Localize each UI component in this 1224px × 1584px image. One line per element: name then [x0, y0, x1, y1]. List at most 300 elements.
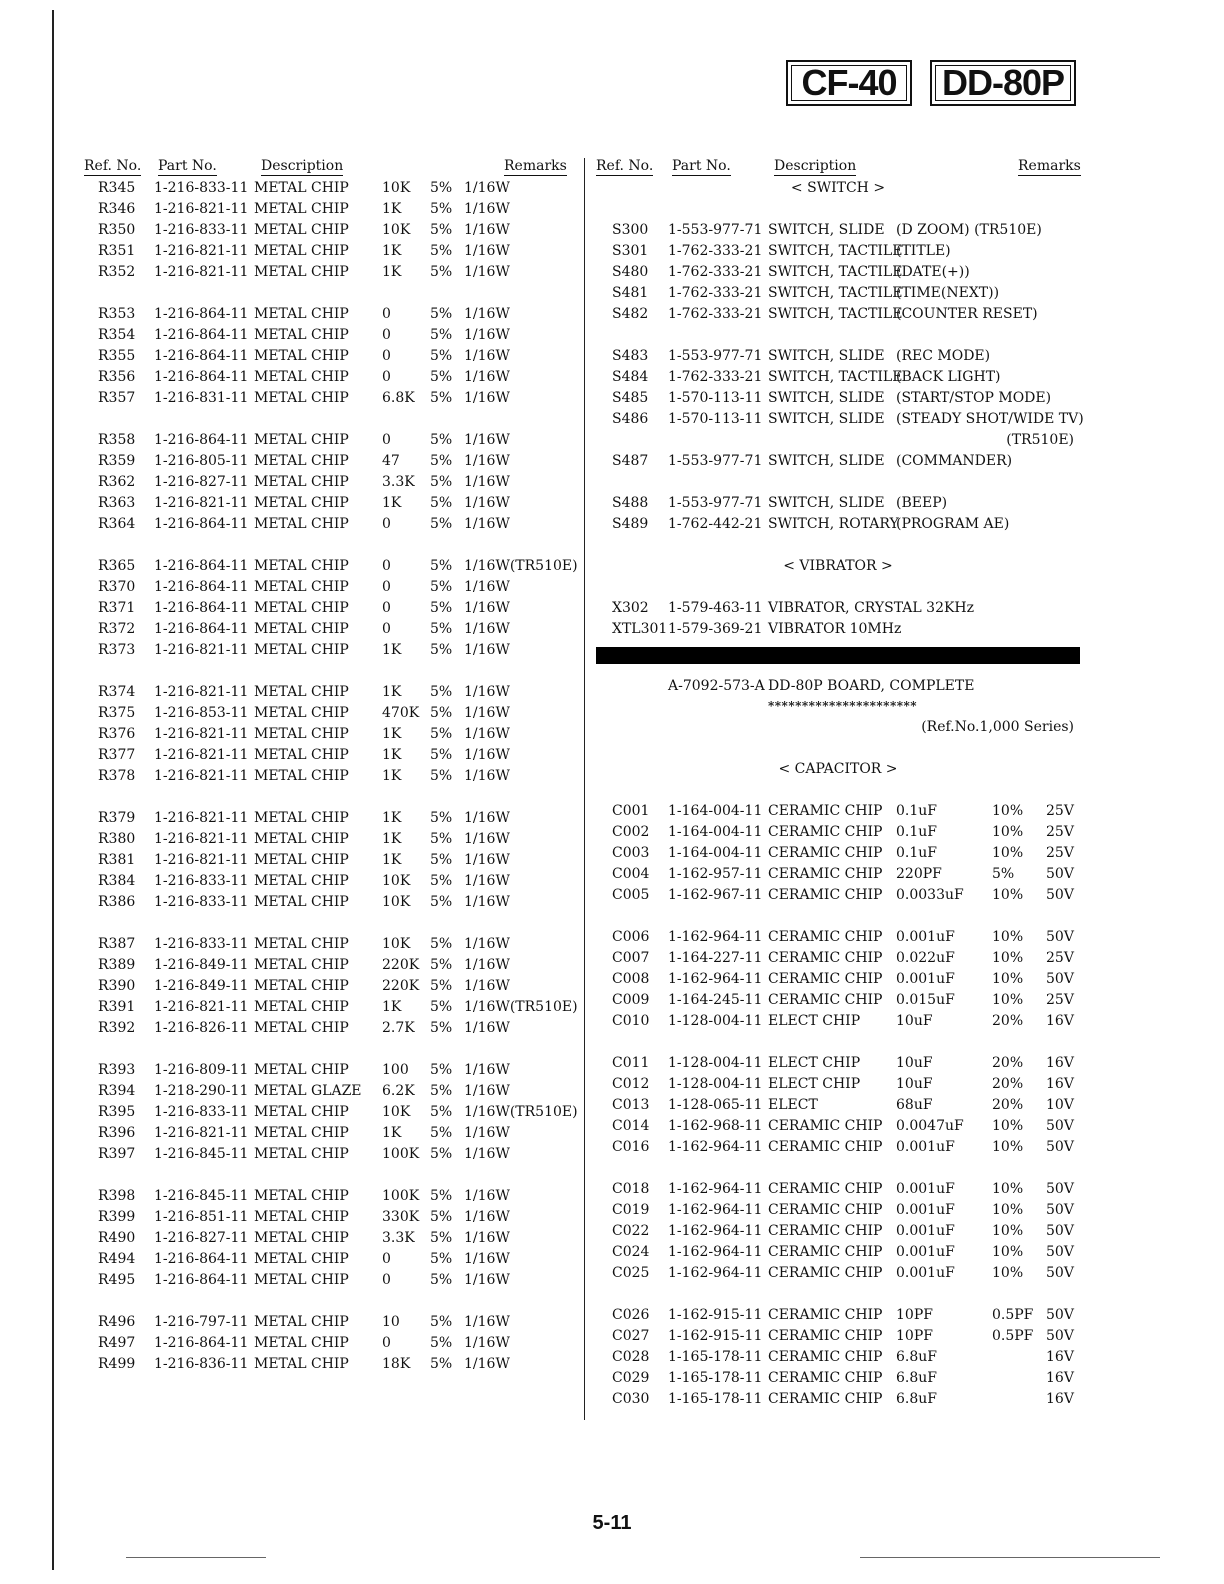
- remark: (COMMANDER): [896, 453, 1013, 469]
- value: 1K: [382, 768, 402, 784]
- capacitor-row: [596, 845, 1080, 866]
- description: METAL CHIP: [254, 1335, 349, 1351]
- ref-no: R355: [98, 348, 136, 364]
- value: 0.022uF: [896, 950, 955, 966]
- capacitor-row: [596, 1349, 1080, 1370]
- part-no: 1-216-821-11: [154, 726, 249, 742]
- capacitor-row: [596, 1139, 1080, 1160]
- value: 2.7K: [382, 1020, 415, 1036]
- description: METAL CHIP: [254, 936, 349, 952]
- rating: 50V: [1046, 929, 1074, 945]
- value: 0: [382, 432, 391, 448]
- part-no: 1-216-864-11: [154, 369, 249, 385]
- value: 1K: [382, 999, 402, 1015]
- rating: 1/16W: [464, 474, 510, 490]
- part-no: 1-165-178-11: [668, 1349, 763, 1365]
- tolerance: 20%: [992, 1013, 1024, 1029]
- value: 0.001uF: [896, 1139, 955, 1155]
- description: SWITCH, TACTILE: [768, 306, 903, 322]
- description: METAL CHIP: [254, 831, 349, 847]
- description: ELECT CHIP: [768, 1055, 861, 1071]
- value: 10uF: [896, 1076, 933, 1092]
- resistor-row: [84, 390, 564, 411]
- ref-no: C022: [612, 1223, 650, 1239]
- ref-no: S485: [612, 390, 649, 406]
- value: 3.3K: [382, 1230, 415, 1246]
- description: METAL CHIP: [254, 390, 349, 406]
- description: METAL CHIP: [254, 621, 349, 637]
- rating: 1/16W: [464, 348, 510, 364]
- description: METAL CHIP: [254, 705, 349, 721]
- value: 0: [382, 1251, 391, 1267]
- rating: 1/16W: [464, 390, 510, 406]
- resistor-row: [84, 264, 564, 285]
- capacitor-row: [596, 1118, 1080, 1139]
- tolerance: 20%: [992, 1097, 1024, 1113]
- rating: 1/16W: [464, 852, 510, 868]
- value: 100K: [382, 1188, 420, 1204]
- part-no: 1-216-864-11: [154, 516, 249, 532]
- resistor-row: [84, 1314, 564, 1335]
- rating: 25V: [1046, 824, 1074, 840]
- value: 10uF: [896, 1013, 933, 1029]
- resistor-row: [84, 1083, 564, 1104]
- ref-no: R358: [98, 432, 136, 448]
- resistor-row: [84, 894, 564, 915]
- remark: (REC MODE): [896, 348, 991, 364]
- description: METAL CHIP: [254, 1356, 349, 1372]
- ref-no: R381: [98, 852, 136, 868]
- value: 10K: [382, 873, 411, 889]
- value: 220PF: [896, 866, 942, 882]
- part-no: 1-162-964-11: [668, 1181, 763, 1197]
- part-no: 1-162-957-11: [668, 866, 763, 882]
- rating: 50V: [1046, 1328, 1074, 1344]
- description: METAL CHIP: [254, 474, 349, 490]
- value: 0.1uF: [896, 824, 937, 840]
- tolerance: 5%: [430, 1188, 453, 1204]
- remarks-header: Remarks: [504, 158, 567, 174]
- description: CERAMIC CHIP: [768, 971, 883, 987]
- part-no: 1-162-964-11: [668, 1202, 763, 1218]
- ref-no: R495: [98, 1272, 136, 1288]
- value: 1K: [382, 726, 402, 742]
- rating: 16V: [1046, 1391, 1074, 1407]
- part-no: 1-216-821-11: [154, 768, 249, 784]
- ref-no: C011: [612, 1055, 650, 1071]
- description: METAL CHIP: [254, 243, 349, 259]
- value: 0.001uF: [896, 1223, 955, 1239]
- resistor-row: [84, 348, 564, 369]
- part-no: 1-216-821-11: [154, 684, 249, 700]
- description: METAL GLAZE: [254, 1083, 362, 1099]
- ref-no: R356: [98, 369, 136, 385]
- tolerance: 5%: [430, 1209, 453, 1225]
- tolerance: 5%: [430, 600, 453, 616]
- part-no: 1-216-809-11: [154, 1062, 249, 1078]
- value: 0.001uF: [896, 1202, 955, 1218]
- tolerance: 10%: [992, 1265, 1024, 1281]
- tolerance: 5%: [430, 621, 453, 637]
- part-no: 1-216-836-11: [154, 1356, 249, 1372]
- ref-no: R497: [98, 1335, 136, 1351]
- rating: 1/16W: [464, 1125, 510, 1141]
- tolerance: 10%: [992, 1118, 1024, 1134]
- value: 0: [382, 600, 391, 616]
- part-no: 1-216-833-11: [154, 180, 249, 196]
- description: SWITCH, TACTILE: [768, 285, 903, 301]
- description: CERAMIC CHIP: [768, 866, 883, 882]
- description: METAL CHIP: [254, 495, 349, 511]
- ref-no: C014: [612, 1118, 650, 1134]
- capacitor-row: [596, 824, 1080, 845]
- rating: 1/16W: [464, 747, 510, 763]
- resistor-row: [84, 684, 564, 705]
- part-no: 1-165-178-11: [668, 1370, 763, 1386]
- resistor-row: [84, 957, 564, 978]
- left-column-header: [84, 158, 567, 180]
- resistor-row: [84, 1188, 564, 1209]
- tolerance: 5%: [430, 264, 453, 280]
- description: METAL CHIP: [254, 684, 349, 700]
- ref-no: S486: [612, 411, 649, 427]
- value: 0: [382, 516, 391, 532]
- rating: 1/16W: [464, 831, 510, 847]
- value: 0.015uF: [896, 992, 955, 1008]
- ref-no: C013: [612, 1097, 650, 1113]
- footer-rule-left: [126, 1557, 266, 1558]
- part-no: 1-553-977-71: [668, 495, 763, 511]
- capacitor-row: [596, 1307, 1080, 1328]
- value: 0.001uF: [896, 971, 955, 987]
- value: 330K: [382, 1209, 420, 1225]
- capacitor-row: [596, 1328, 1080, 1349]
- description: CERAMIC CHIP: [768, 1223, 883, 1239]
- rating: 1/16W: [464, 810, 510, 826]
- resistor-row: [84, 453, 564, 474]
- part-no: 1-570-113-11: [668, 390, 763, 406]
- tolerance: 0.5PF: [992, 1328, 1034, 1344]
- description: METAL CHIP: [254, 873, 349, 889]
- switch-row: [596, 243, 1080, 264]
- tolerance: 5%: [430, 1146, 453, 1162]
- description: METAL CHIP: [254, 852, 349, 868]
- resistor-row: [84, 1020, 564, 1041]
- tolerance: 10%: [992, 824, 1024, 840]
- tolerance: 20%: [992, 1055, 1024, 1071]
- rating: 1/16W: [464, 264, 510, 280]
- part-no: 1-216-864-11: [154, 558, 249, 574]
- capacitor-row: [596, 866, 1080, 887]
- description: SWITCH, SLIDE: [768, 222, 885, 238]
- switch-list-2: [596, 495, 1080, 537]
- ref-no: C008: [612, 971, 650, 987]
- value: 0.0047uF: [896, 1118, 964, 1134]
- value: 10K: [382, 1104, 411, 1120]
- tolerance: 5%: [430, 936, 453, 952]
- tolerance: 5%: [430, 810, 453, 826]
- ref-no: C024: [612, 1244, 650, 1260]
- ref-no: S489: [612, 516, 649, 532]
- value: 6.8K: [382, 390, 415, 406]
- left-parts-list: [84, 180, 578, 1377]
- tolerance: 5%: [430, 831, 453, 847]
- description: VIBRATOR 10MHz: [768, 621, 902, 637]
- description: METAL CHIP: [254, 222, 349, 238]
- resistor-row: [84, 369, 564, 390]
- description: CERAMIC CHIP: [768, 1202, 883, 1218]
- switch-row: [596, 306, 1080, 327]
- part-no: 1-216-833-11: [154, 873, 249, 889]
- right-parts-column: [596, 158, 1084, 1412]
- ref-no: C028: [612, 1349, 650, 1365]
- part-no: 1-216-821-11: [154, 999, 249, 1015]
- description: METAL CHIP: [254, 369, 349, 385]
- tolerance: 5%: [430, 1314, 453, 1330]
- switch-list: [596, 222, 1084, 432]
- ref-no-header: Ref. No.: [84, 158, 142, 174]
- part-no: 1-216-821-11: [154, 810, 249, 826]
- part-no: 1-128-065-11: [668, 1097, 763, 1113]
- description: CERAMIC CHIP: [768, 824, 883, 840]
- tolerance: 5%: [430, 1020, 453, 1036]
- ref-no: C019: [612, 1202, 650, 1218]
- rating: 1/16W: [464, 243, 510, 259]
- capacitor-row: [596, 1202, 1080, 1223]
- switch-row-s487: [596, 453, 1080, 474]
- tolerance: 5%: [430, 768, 453, 784]
- model-badge-dd80p: DD-80P: [930, 60, 1076, 106]
- part-no: 1-216-826-11: [154, 1020, 249, 1036]
- part-no: 1-128-004-11: [668, 1013, 763, 1029]
- part-no: 1-165-178-11: [668, 1391, 763, 1407]
- ref-no: R387: [98, 936, 136, 952]
- footer-rule-right: [860, 1557, 1160, 1558]
- tolerance: 5%: [992, 866, 1015, 882]
- ref-no: C006: [612, 929, 650, 945]
- ref-no: C010: [612, 1013, 650, 1029]
- tolerance: 5%: [430, 1230, 453, 1246]
- part-no: 1-216-827-11: [154, 1230, 249, 1246]
- resistor-row: [84, 1209, 564, 1230]
- resistor-row: [84, 999, 578, 1020]
- description: METAL CHIP: [254, 810, 349, 826]
- rating: 50V: [1046, 1244, 1074, 1260]
- part-no: 1-216-821-11: [154, 243, 249, 259]
- remark: (STEADY SHOT/WIDE TV): [896, 411, 1084, 427]
- value: 1K: [382, 642, 402, 658]
- capacitor-row: [596, 1076, 1080, 1097]
- description: SWITCH, SLIDE: [768, 453, 885, 469]
- description: METAL CHIP: [254, 1062, 349, 1078]
- ref-no: S488: [612, 495, 649, 511]
- part-no-header: Part No.: [158, 158, 217, 174]
- resistor-row: [84, 306, 564, 327]
- ref-no: R373: [98, 642, 136, 658]
- tolerance: 10%: [992, 950, 1024, 966]
- resistor-row: [84, 768, 564, 789]
- tolerance: 5%: [430, 894, 453, 910]
- description: METAL CHIP: [254, 1272, 349, 1288]
- rating: 1/16W: [464, 1083, 510, 1099]
- section-separator-bar: [596, 647, 1080, 664]
- ref-no: R346: [98, 201, 136, 217]
- description: METAL CHIP: [254, 453, 349, 469]
- part-no: 1-216-805-11: [154, 453, 249, 469]
- part-no: 1-162-967-11: [668, 887, 763, 903]
- rating: 1/16W: [464, 1209, 510, 1225]
- tolerance: 5%: [430, 390, 453, 406]
- capacitor-row: [596, 1370, 1080, 1391]
- description: CERAMIC CHIP: [768, 950, 883, 966]
- part-no: 1-216-864-11: [154, 327, 249, 343]
- switch-row: [596, 222, 1080, 243]
- resistor-row: [84, 432, 564, 453]
- rating: 50V: [1046, 1307, 1074, 1323]
- rating: 50V: [1046, 1265, 1074, 1281]
- part-no: 1-162-964-11: [668, 1139, 763, 1155]
- description: METAL CHIP: [254, 957, 349, 973]
- rating: 50V: [1046, 866, 1074, 882]
- value: 0: [382, 1272, 391, 1288]
- description: CERAMIC CHIP: [768, 1244, 883, 1260]
- description: METAL CHIP: [254, 432, 349, 448]
- margin-rule: [52, 10, 54, 1570]
- resistor-row: [84, 516, 564, 537]
- ref-no: S300: [612, 222, 649, 238]
- value: 1K: [382, 831, 402, 847]
- resistor-row: [84, 936, 564, 957]
- tolerance: 10%: [992, 992, 1024, 1008]
- description: CERAMIC CHIP: [768, 1181, 883, 1197]
- capacitor-list: [596, 803, 1080, 1412]
- resistor-row: [84, 243, 564, 264]
- tolerance: 5%: [430, 1083, 453, 1099]
- capacitor-row: [596, 803, 1080, 824]
- ref-no: C016: [612, 1139, 650, 1155]
- capacitor-row: [596, 887, 1080, 908]
- switch-row: [596, 495, 1080, 516]
- rating: 16V: [1046, 1055, 1074, 1071]
- ref-no: R496: [98, 1314, 136, 1330]
- ref-no: R345: [98, 180, 136, 196]
- rating: 16V: [1046, 1013, 1074, 1029]
- part-no: 1-164-004-11: [668, 845, 763, 861]
- description: SWITCH, ROTARY: [768, 516, 899, 532]
- ref-no: C004: [612, 866, 650, 882]
- value: 10K: [382, 936, 411, 952]
- ref-no: S481: [612, 285, 649, 301]
- value: 470K: [382, 705, 420, 721]
- tolerance: 5%: [430, 957, 453, 973]
- tolerance: 5%: [430, 453, 453, 469]
- capacitor-row: [596, 1181, 1080, 1202]
- vibrator-row: [596, 621, 1080, 642]
- part-no: 1-216-864-11: [154, 432, 249, 448]
- description: CERAMIC CHIP: [768, 1139, 883, 1155]
- resistor-row: [84, 1104, 578, 1125]
- capacitor-row: [596, 992, 1080, 1013]
- value: 100K: [382, 1146, 420, 1162]
- ref-no: C025: [612, 1265, 650, 1281]
- part-no: 1-570-113-11: [668, 411, 763, 427]
- value: 0: [382, 327, 391, 343]
- value: 1K: [382, 201, 402, 217]
- tolerance: 10%: [992, 887, 1024, 903]
- tolerance: 5%: [430, 1125, 453, 1141]
- ref-no: XTL301: [612, 621, 668, 637]
- rating: 1/16W: [464, 600, 510, 616]
- ref-no: R398: [98, 1188, 136, 1204]
- remark: (START/STOP MODE): [896, 390, 1052, 406]
- tolerance: 5%: [430, 201, 453, 217]
- part-no: 1-162-964-11: [668, 1265, 763, 1281]
- description: METAL CHIP: [254, 579, 349, 595]
- tolerance: 5%: [430, 432, 453, 448]
- value: 6.8uF: [896, 1349, 937, 1365]
- board-stars-row: [596, 699, 1080, 719]
- ref-no: R375: [98, 705, 136, 721]
- description: METAL CHIP: [254, 558, 349, 574]
- rating: 1/16W: [464, 705, 510, 721]
- description: ELECT: [768, 1097, 818, 1113]
- ref-no: R390: [98, 978, 136, 994]
- remark: (BEEP): [896, 495, 948, 511]
- rating: 1/16W: [464, 201, 510, 217]
- rating: 25V: [1046, 992, 1074, 1008]
- remark: (TITLE): [896, 243, 951, 259]
- ref-no: C003: [612, 845, 650, 861]
- tolerance: 10%: [992, 1202, 1024, 1218]
- description: SWITCH, SLIDE: [768, 411, 885, 427]
- resistor-row: [84, 621, 564, 642]
- tolerance: 5%: [430, 348, 453, 364]
- part-no: 1-216-864-11: [154, 1251, 249, 1267]
- part-no: 1-762-333-21: [668, 369, 763, 385]
- tolerance: 5%: [430, 579, 453, 595]
- value: 1K: [382, 810, 402, 826]
- tolerance: 10%: [992, 845, 1024, 861]
- resistor-row: [84, 642, 564, 663]
- tolerance: 5%: [430, 1251, 453, 1267]
- tolerance: 10%: [992, 1139, 1024, 1155]
- switch-section-heading: < SWITCH >: [790, 180, 886, 196]
- part-no: 1-762-333-21: [668, 306, 763, 322]
- ref-no: R393: [98, 1062, 136, 1078]
- rating: 1/16W: [464, 684, 510, 700]
- switch-row: [596, 516, 1080, 537]
- part-no: 1-128-004-11: [668, 1055, 763, 1071]
- tolerance: 5%: [430, 1356, 453, 1372]
- tolerance: 0.5PF: [992, 1307, 1034, 1323]
- tolerance: 5%: [430, 1335, 453, 1351]
- rating: 1/16W: [464, 1314, 510, 1330]
- description: ELECT CHIP: [768, 1076, 861, 1092]
- rating: 50V: [1046, 1202, 1074, 1218]
- part-no: 1-162-964-11: [668, 929, 763, 945]
- switch-row: [596, 285, 1080, 306]
- ref-no: R353: [98, 306, 136, 322]
- left-parts-column: [84, 158, 578, 1377]
- rating: 16V: [1046, 1370, 1074, 1386]
- board-title: DD-80P BOARD, COMPLETE: [768, 678, 975, 694]
- part-no: 1-162-915-11: [668, 1307, 763, 1323]
- rating: 50V: [1046, 971, 1074, 987]
- value: 3.3K: [382, 474, 415, 490]
- rating: 1/16W: [464, 957, 510, 973]
- ref-no: C009: [612, 992, 650, 1008]
- ref-no: R357: [98, 390, 136, 406]
